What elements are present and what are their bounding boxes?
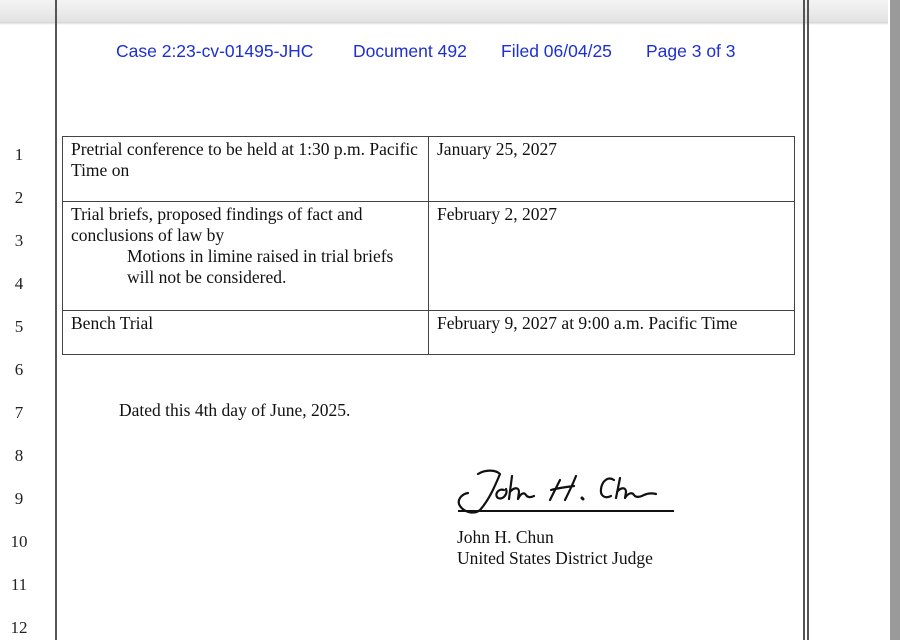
line-number: 4 <box>14 274 24 293</box>
line-number: 1 <box>14 145 24 164</box>
case-header <box>116 41 816 65</box>
event-text: Bench Trial <box>71 313 154 333</box>
event-date: January 25, 2027 <box>437 139 558 159</box>
date-cell <box>429 137 795 202</box>
line-number: 8 <box>14 446 24 465</box>
event-note: Motions in limine raised in trial briefs will not be considered. <box>127 246 394 287</box>
table-row <box>63 137 795 202</box>
table-row <box>63 202 795 311</box>
schedule-table <box>62 136 795 355</box>
judge-name: John H. Chun <box>457 527 554 547</box>
event-date: February 2, 2027 <box>437 204 558 224</box>
viewer-top-bar-shadow <box>0 22 900 25</box>
event-text: Trial briefs, proposed findings of fact and conclusions of law by <box>71 204 363 245</box>
date-cell <box>429 202 795 311</box>
vertical-scrollbar[interactable] <box>888 0 900 640</box>
right-margin-rule-inner <box>803 0 805 640</box>
line-number: 10 <box>10 532 28 551</box>
event-cell <box>63 202 429 311</box>
line-number: 9 <box>14 489 24 508</box>
event-text: Pretrial conference to be held at 1:30 p.m. Pacific Time on <box>71 139 418 180</box>
page-indicator: Page 3 of 3 <box>646 41 736 61</box>
judge-title: United States District Judge <box>457 548 653 568</box>
left-margin-rule <box>55 0 57 640</box>
line-number: 11 <box>10 575 28 594</box>
table-row <box>63 311 795 355</box>
filed-date: Filed 06/04/25 <box>501 41 612 61</box>
event-cell <box>63 311 429 355</box>
date-cell <box>429 311 795 355</box>
right-margin-rule-outer <box>807 0 809 640</box>
line-number: 7 <box>14 403 24 422</box>
case-number: Case 2:23-cv-01495-JHC <box>116 41 314 61</box>
line-number: 6 <box>14 360 24 379</box>
line-number: 5 <box>14 317 24 336</box>
dated-line: Dated this 4th day of June, 2025. <box>119 400 351 420</box>
event-date: February 9, 2027 at 9:00 a.m. Pacific Time <box>437 313 738 333</box>
line-number: 2 <box>14 188 24 207</box>
line-number: 12 <box>10 618 28 637</box>
viewer-top-bar <box>0 0 900 22</box>
signer-block <box>457 527 653 569</box>
judge-signature <box>452 462 682 514</box>
line-number: 3 <box>14 231 24 250</box>
signature-line <box>458 510 674 512</box>
document-number: Document 492 <box>353 41 467 61</box>
event-cell <box>63 137 429 202</box>
